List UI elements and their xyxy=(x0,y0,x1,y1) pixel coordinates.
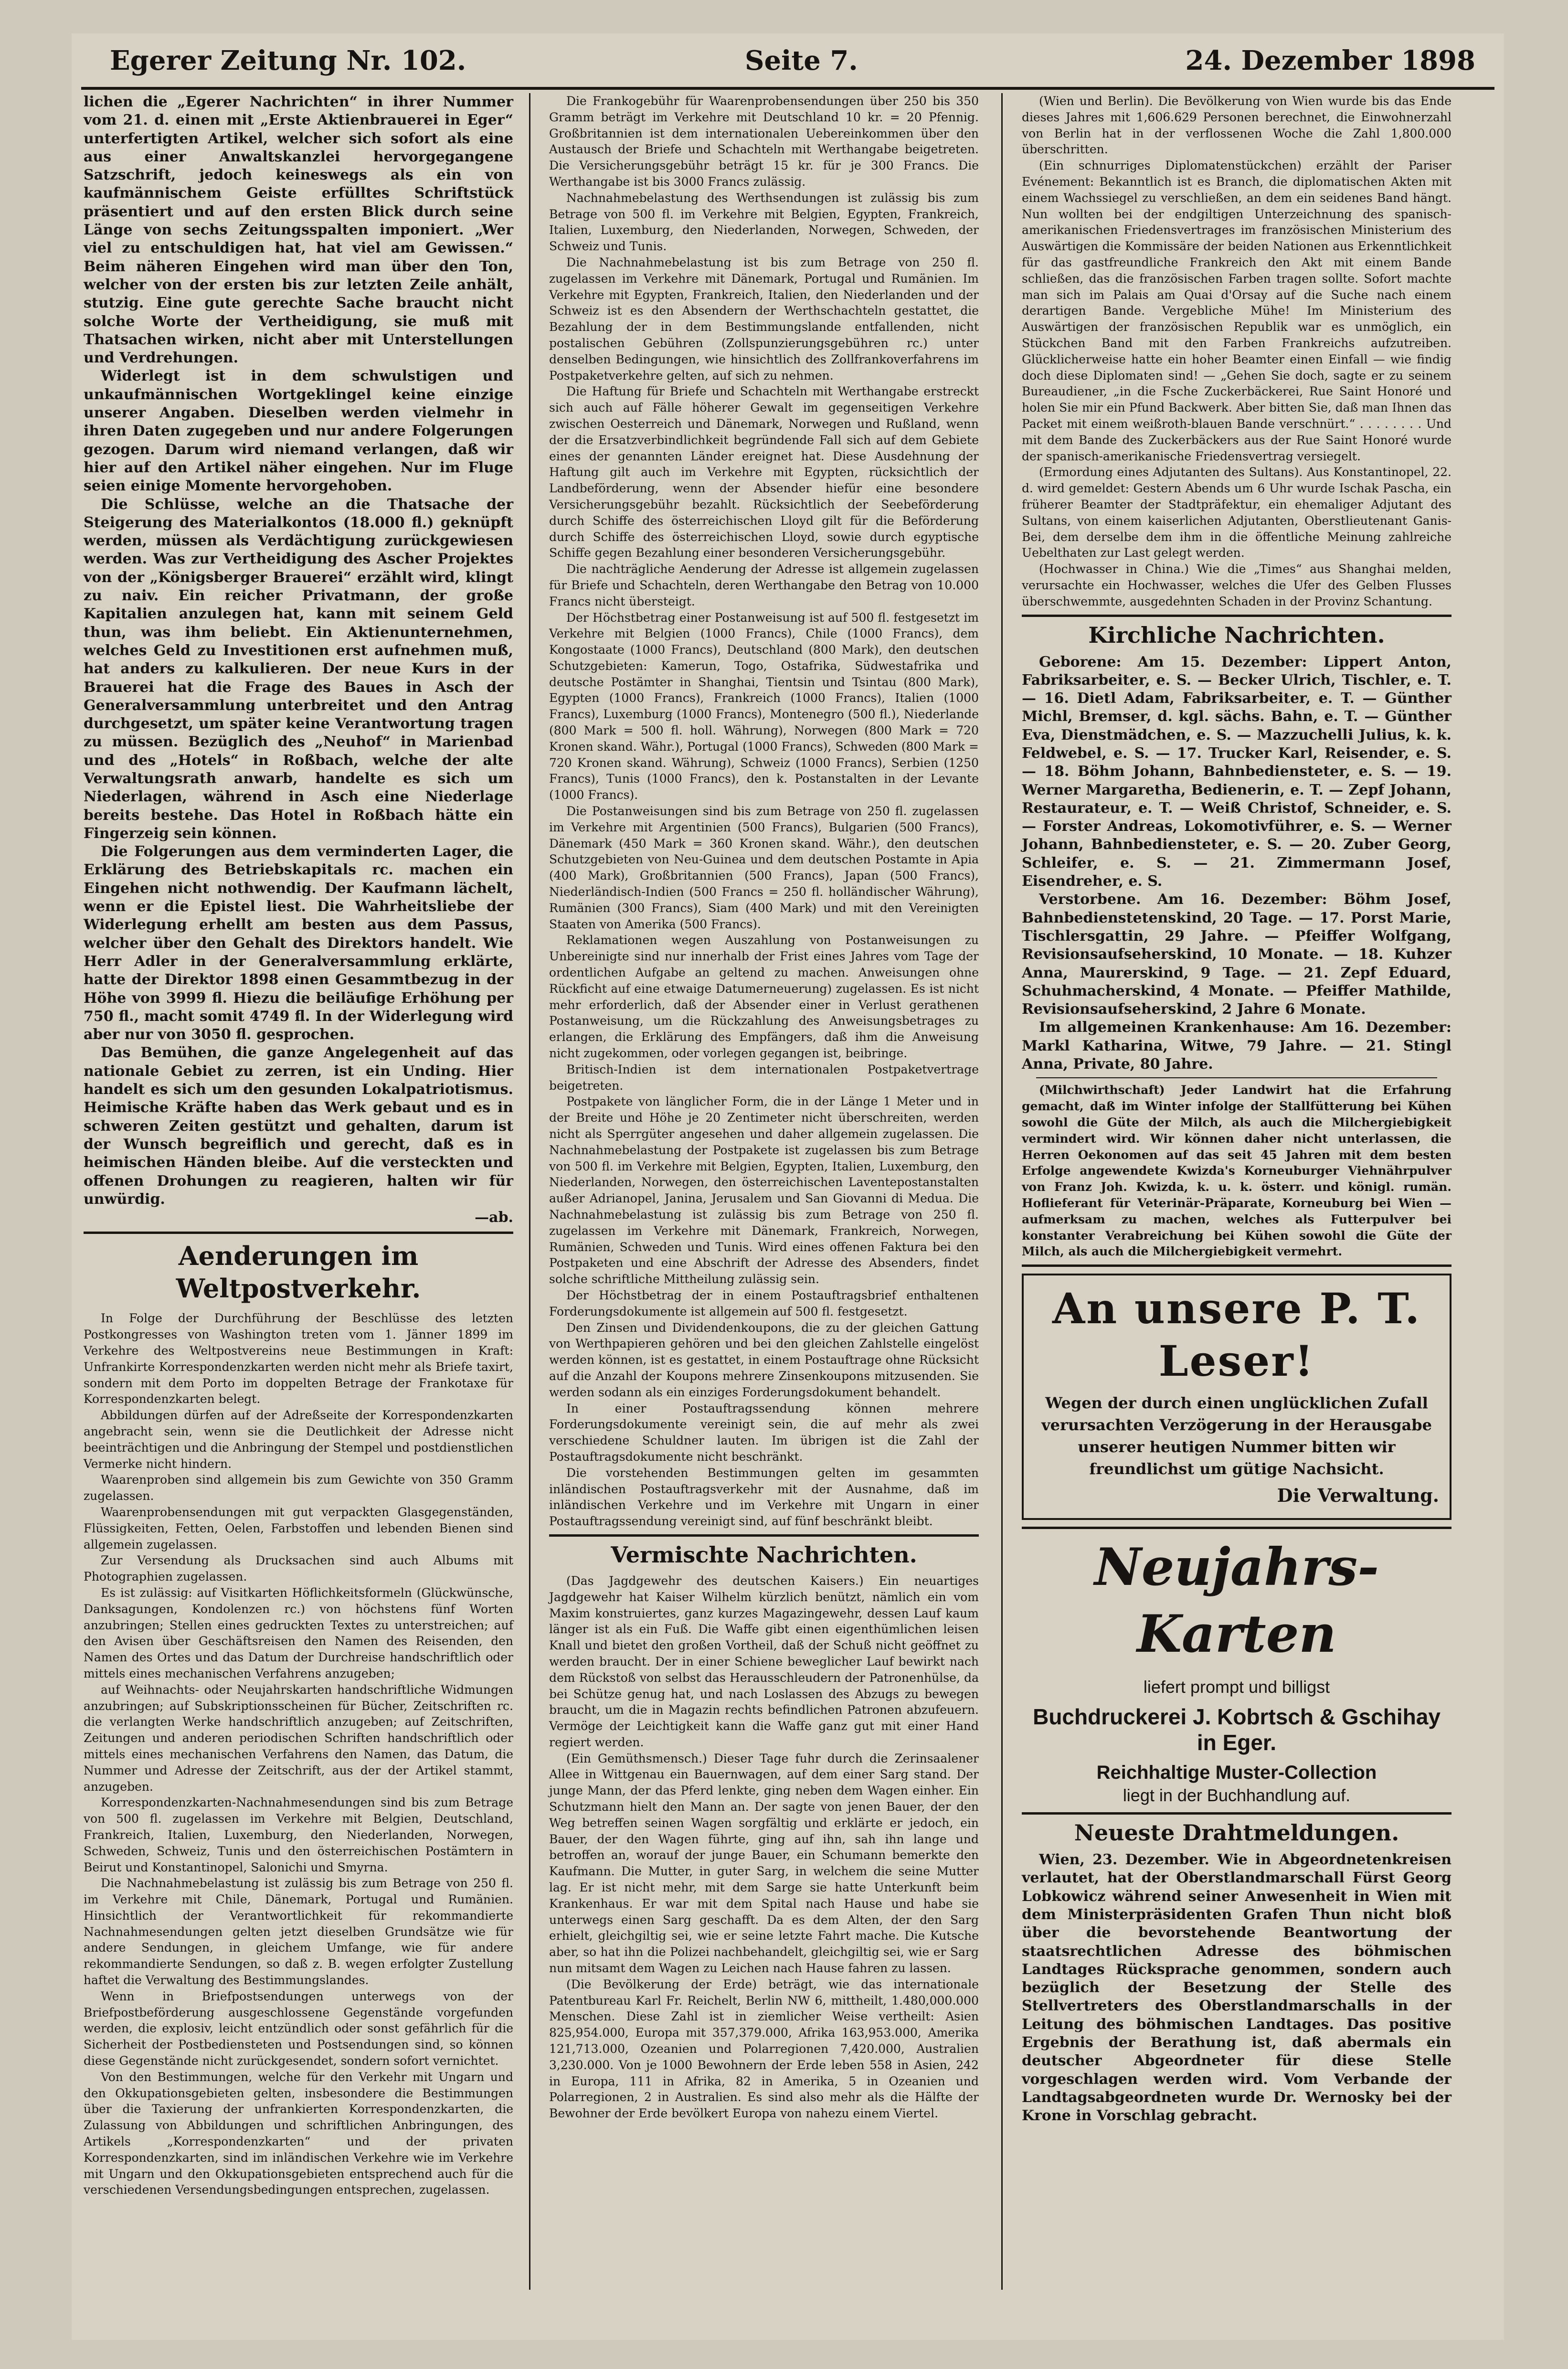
article-paragraph: Zur Versendung als Drucksachen sind auch Albums mit Photographien zugelassen. xyxy=(84,1553,513,1584)
section-heading-vermischte: Vermischte Nachrichten. xyxy=(611,1541,917,1568)
article-paragraph: (Ein schnurriges Diplomatenstückchen) erzählt der Pariser Evénement: Bekanntlich ist es Branch, die diplomatischen Akten mit einem Wachssiegel zu verschließen, an dem ein seidenes Band hängt. Nun wollten bei der endgiltigen Unterzeichnung des spanisch-amerikanischen Friedensvertrages im französischen Ministerium des Auswärtigen die Kommissäre der beiden Nationen aus Erkenntlichkeit für das gastfreundliche Frankreich den Akt mit einem Bande schließen, das die französischen Farben tragen sollte. Sofort machte man sich im Palais am Quai d'Orsay auf die Suche nach einem derartigen Bande. Vergebliche Mühe! Im Ministerium des Auswärtigen der französischen Republik war es unmöglich, ein Stückchen Band mit den Farben Frankreichs aufzutreiben. Glücklicherweise hatte ein hoher Beamter einen Einfall — wie findig doch diese Diplomaten sind! — „Gehen Sie doch, sagte er zu seinem Bureaudiener, „in die Fsche Zuckerbäckerei, Rue Saint Honoré und holen Sie mir ein Pfund Backwerk. Aber bitten Sie, daß man Ihnen das Packet mit einem weißroth-blauen Bande verschnürt.“ . . . . . . . . Und mit dem Bande des Zuckerbäckers aus der Rue Saint Honoré wurde der spanisch-amerikanische Friedensvertrag versiegelt. xyxy=(1022,159,1451,463)
article-paragraph: In einer Postauftragssendung können mehrere Forderungsdokumente vereinigt sein, die auf mehr als zwei verschiedene Schuldner lauten. Im übrigen ist die Zahl der Postauftragsdokumente nicht beschränkt. xyxy=(549,1401,979,1464)
section-divider xyxy=(1022,1527,1451,1529)
masthead-date: 24. Dezember 1898 xyxy=(1185,45,1475,76)
article-paragraph: Der Höchstbetrag einer Postanweisung ist auf 500 fl. festgesetzt im Verkehre mit Belgien (1000 Francs), Chile (1000 Francs), dem Kongostaate (1000 Francs), Deutschland (800 Mark), den deutschen Schutzgebieten: Kamerun, Togo, Ostafrika, Südwestafrika und deutsche Postämter in Shanghai, Tientsin und Tsintau (800 Mark), Egypten (1000 Francs), Frankreich (1000 Francs), Italien (1000 Francs), Luxemburg (1000 Francs), Montenegro (500 fl.), Niederlande (800 Mark = 500 fl. holl. Währung), Norwegen (800 Mark = 720 Kronen skand. Währ.), Portugal (1000 Francs), Schweden (800 Mark = 720 Kronen skand. Währung), Schweiz (1000 Francs), Serbien (1250 Francs), Tunis (1000 Francs), den k. Postanstalten in der Levante (1000 Francs). xyxy=(549,610,979,802)
ad-line: liefert prompt und billigst xyxy=(1143,1677,1330,1697)
article-paragraph: Waarenproben sind allgemein bis zum Gewichte von 350 Gramm zugelassen. xyxy=(84,1473,513,1503)
article-signature: —ab. xyxy=(475,1209,513,1226)
article-paragraph: lichen die „Egerer Nachrichten“ in ihrer Nummer vom 21. d. einen mit „Erste Aktienbrauerei in Eger“ unterfertigten Artikel, welcher sich sofort als eine aus einer Anwaltskanzlei hervorgegangene Satzschrift, jedoch keineswegs als ein von kaufmännischem Geiste erfülltes Schriftstück präsentiert und auf den ersten Blick durch seine Länge von sechs Zeitungsspalten imponiert. „Wer viel zu entschuldigen hat, hat viel am Gewissen.“ Beim näheren Eingehen wird man über den Ton, welcher von der ersten bis zur letzten Zeile anhält, stutzig. Eine gute gerechte Sache braucht nicht solche Worte der Vertheidigung, sie muß mit Thatsachen wirken, nicht aber mit Unterstellungen und Verdrehungen. xyxy=(84,94,513,367)
section-heading-weltpost: Aenderungen im Weltpostverkehr. xyxy=(176,1241,421,1304)
section-divider xyxy=(1022,615,1451,617)
column-3 xyxy=(1022,93,1451,2125)
article-paragraph: (Wien und Berlin). Die Bevölkerung von Wien wurde bis das Ende dieses Jahres mit 1,606.629 Personen berechnet, die Einwohnerzahl von Berlin hat in der verflossenen Woche die Zahl 1,800.000 überschritten. xyxy=(1022,94,1451,157)
article-paragraph: Die Nachnahmebelastung ist bis zum Betrage von 250 fl. zugelassen im Verkehre mit Dänemark, Portugal und Rumänien. Im Verkehre mit Egypten, Frankreich, Italien, den Niederlanden und der Schweiz ist es den Absendern der Werthschachteln gestattet, die Bezahlung der in dem Bestimmungslande entfallenden, nicht postalischen Gebühren (Zollspunzierungsgebühren rc.) unter denselben Bedingungen, wie hinsichtlich des Zollfrankoverfahrens im Postpaketverkehre gelten, auf sich zu nehmen. xyxy=(549,255,979,382)
newyear-cards-ad xyxy=(1022,1534,1451,1806)
reader-notice-text: Wegen der durch einen unglücklichen Zufall verursachten Verzögerung in der Herausgabe unserer heutigen Nummer bitten wir freundlichst um gütige Nachsicht. xyxy=(1041,1394,1432,1478)
article-paragraph: Das Bemühen, die ganze Angelegenheit auf das nationale Gebiet zu zerren, ist ein Unding. Hier handelt es sich um den gesunden Lokalpatriotismus. Heimische Kräfte haben das Werk gebaut und es in schweren Zeiten gestützt und gehalten, darum ist der Wunsch begreiflich und gerecht, daß es in heimischen Händen bleibe. Auf die versteckten und offenen Drohungen zu reagieren, halten wir für unwürdig. xyxy=(84,1044,513,1208)
article-paragraph: Postpakete von länglicher Form, die in der Länge 1 Meter und in der Breite und Höhe je 20 Zentimeter nicht überschreiten, werden nicht als Sperrgüter angesehen und daher allgemein zugelassen. Die Nachnahmebelastung der Postpakete ist zugelassen bis zum Betrage von 500 fl. im Verkehre mit Belgien, Egypten, Italien, Luxemburg, den Niederlanden, Norwegen, den österreichischen Laventepostanstalten außer Adrianopel, Janina, Jerusalem und San Giovanni di Medua. Die Nachnahmebelastung ist zulässig bis zum Betrage von 250 fl. zugelassen im Verkehre mit Dänemark, Frankreich, Norwegen, Rumänien, Schweden und Tunis. Wird eines offenen Faktura bei den Postpaketen und eine Abschrift der Adresse des Absenders, findet solche schriftliche Mittheilung zulässig sein. xyxy=(549,1094,979,1286)
births-list: Geborene: Am 15. Dezember: Lippert Anton, Fabriksarbeiter, e. S. — Becker Ulrich, Tischler, e. T. — 16. Dietl Adam, Fabriksarbeiter, e. T. — Günther Michl, Bremser, d. kgl. sächs. Bahn, e. T. — Günther Eva, Dienstmädchen, e. S. — Mazzuchelli Julius, k. k. Feldwebel, e. S. — 17. Trucker Karl, Reisender, e. S. — 18. Böhm Johann, Bahnbediensteter, e. S. — 19. Werner Margaretha, Bedienerin, e. T. — Zepf Johann, Restaurateur, e. T. — Weiß Christof, Schneider, e. S. — Forster Andreas, Lokomotivführer, e. S. — Werner Johann, Bahnbediensteter, e. S. — 20. Zuber Georg, Schleifer, e. S. — 21. Zimmermann Josef, Eisendreher, e. S. xyxy=(1022,653,1451,890)
article-paragraph: (Ein Gemüthsmensch.) Dieser Tage fuhr durch die Zerinsaalener Allee in Wittgenau ein Bauernwagen, auf dem einer Sarg stand. Der junge Mann, der das Pferd lenkte, ging neben dem Wagen einher. Ein Schutzmann hielt den Mann an. Der sagte von jenen Bauer, der den Weg betreffen seinen Wagen sorgfältig und erklärte er jedoch, ein Bauer, der den Wagen führte, ging auf ihn, sah ihn lange und betroffen an, worauf der junge Bauer, ein Schumann bemerkte den Kaufmann. Die Mutter, in guter Sarg, in welchem die seine Mutter lag. Er ist nicht mehr, mit dem Sarge sie hatte Unterkunft beim Krankenhaus. Er war mit dem Spital nach Hause und habe sie unterwegs einen Sarg geschafft. Da es dem Alten, der den Sarg erhielt, gleichgiltig sei, wie er seine letzte Fahrt mache. Die Kutsche aber, so hat ihn die Polizei nachbehandelt, gleichgiltig sei, wie er Sarg nun mitsamt dem Wagen zu Leichen nach Hause fahren zu lassen. xyxy=(549,1751,979,1976)
section-divider xyxy=(549,1534,979,1537)
article-paragraph: Nachnahmebelastung des Werthsendungen ist zulässig bis zum Betrage von 500 fl. im Verkehre mit Belgien, Egypten, Frankreich, Italien, Luxemburg, den Niederlanden, Norwegen, Schweden, der Schweiz und Tunis. xyxy=(549,191,979,254)
article-paragraph: Widerlegt ist in dem schwulstigen und unkaufmännischen Wortgeklingel keine einzige unserer Angaben. Dieselben werden vielmehr in ihren Daten zugegeben und nur andere Folgerungen gezogen. Darum wird niemand verlangen, daß wir hier auf den Artikel näher eingehen. Nur im Fluge seien einige Momente hervorgehoben. xyxy=(84,368,513,495)
page-number: Seite 7. xyxy=(745,45,858,76)
ad-title: Neujahrs-Karten xyxy=(1094,1537,1379,1665)
hospital-list: Im allgemeinen Krankenhause: Am 16. Dezember: Markl Katharina, Witwe, 79 Jahre. — 21. Stingl Anna, Private, 80 Jahre. xyxy=(1022,1019,1451,1073)
masthead-title: Egerer Zeitung Nr. 102. xyxy=(110,45,466,76)
reader-notice-box xyxy=(1022,1274,1451,1520)
article-paragraph: Die Haftung für Briefe und Schachteln mit Werthangabe erstreckt sich auch auf Fälle höherer Gewalt im gegenseitigen Verkehre zwischen Oesterreich und Dänemark, Norwegen und Rußland, wenn der die Ersatzverbindlichkeit begründende Fall sich auf dem Gebiete eines der genannten Länder ereignet hat. Diese Ausdehnung der Haftung gilt auch im Verkehre mit Egypten, rücksichtlich der Landbeförderung, wenn der Absender hiefür eine besondere Versicherungsgebühr bezahlt. Rücksichtlich der Seebeförderung durch Schiffe des österreichischen Lloyd gilt für die Beförderung durch Schiffe des österreichischen Lloyd, sowie durch egyptische Schiffe gegen Bezahlung einer besonderen Versicherungsgebühr. xyxy=(549,384,979,560)
article-paragraph: Der Höchstbetrag der in einem Postauftragsbrief enthaltenen Forderungsdokumente ist allgemein auf 500 fl. festgesetzt. xyxy=(549,1288,979,1318)
article-paragraph: (Das Jagdgewehr des deutschen Kaisers.) Ein neuartiges Jagdgewehr hat Kaiser Wilhelm kürzlich benützt, nämlich ein vom Maxim konstruiertes, ganz kurzes Magazingewehr, dessen Lauf kaum länger ist als ein Fuß. Die Waffe gibt einen eigenthümlichen leisen Knall und bietet den großen Vortheil, daß der Schuß nicht geöffnet zu werden braucht. Der in einer Schiene beweglicher Lauf bewirkt nach dem Rückstoß von selbst das Herausschleudern der Patronenhülse, da bei Schütze genug hat, und nach Loslassen des Abzugs zu bewegen braucht, um die in Magazin rechts befindlichen Patronen abzufeuern. Vermöge der Leichtigkeit kann die Waffe ganz gut mit einer Hand regiert werden. xyxy=(549,1573,979,1749)
article-paragraph: Den Zinsen und Dividendenkoupons, die zu der gleichen Gattung von Werthpapieren gehören und bei den gleichen Zahlstelle eingelöst werden können, ist es gestattet, in einem Postauftrage ohne Rücksicht auf die Anzahl der Koupons mehrere Zinsenkoupons mitzusenden. Sie werden sodann als ein einziges Forderungsdokument behandelt. xyxy=(549,1320,979,1399)
milk-advertisement: (Milchwirthschaft) Jeder Landwirt hat die Erfahrung gemacht, daß im Winter infolge der Stallfütterung bei Kühen sowohl die Güte der Milch, als auch die Milchergiebigkeit vermindert wird. Wir können daher nicht unterlassen, die Herren Oekonomen auf das seit 45 Jahren mit dem besten Erfolge angewendete Kwizda's Korneuburger Viehnährpulver von Franz Joh. Kwizda, k. u. k. österr. und königl. rumän. Hoflieferant für Veterinär-Präparate, Korneuburg bei Wien — aufmerksam zu machen, welches als Futterpulver bei konstanter Verabreichung bei Kühen sowohl die Güte der Milch, als auch die Milchergiebigkeit vermehrt. xyxy=(1022,1083,1451,1259)
article-paragraph: In Folge der Durchführung der Beschlüsse des letzten Postkongresses von Washington treten vom 1. Jänner 1899 im Verkehre des Weltpostvereins neue Bestimmungen in Kraft: Unfrankirte Korrespondenzkarten werden nicht mehr als Briefe taxirt, sondern mit dem Porto im doppelten Betrage der Frankotaxe für Korrespondenzkarten belegt. xyxy=(84,1311,513,1406)
section-heading-drahtmeldungen: Neueste Drahtmeldungen. xyxy=(1074,1820,1399,1846)
column-1 xyxy=(84,93,513,2198)
article-paragraph: (Die Bevölkerung der Erde) beträgt, wie das internationale Patentbureau Karl Fr. Reichelt, Berlin NW 6, mittheilt, 1.480,000.000 Menschen. Diese Zahl ist in ziemlicher Weise vertheilt: Asien 825,954.000, Europa mit 357,379.000, Afrika 163,953.000, Amerika 121,713.000, Ozeanien und Polarregionen 7,420.000, Australien 3,230.000. Von je 1000 Bewohnern der Erde leben 558 in Asien, 242 in Europa, 111 in Afrika, 82 in Amerika, 5 in Ozeanien und Polarregionen, 2 in Australien. Es sind also mehr als die Hälfte der Bewohner der Erde bevölkert Europa von nahezu einem Viertel. xyxy=(549,1977,979,2121)
article-paragraph: Die Frankogebühr für Waarenprobensendungen über 250 bis 350 Gramm beträgt im Verkehre mit Deutschland 10 kr. = 20 Pfennig. Großbritannien ist dem internationalen Uebereinkommen über den Austausch der Briefe und Schachteln mit Werthangabe beigetreten. Die Versicherungsgebühr beträgt 15 kr. für je 300 Francs. Die Werthangabe ist bis 3000 Francs zulässig. xyxy=(549,94,979,189)
masthead xyxy=(86,38,1494,91)
column-rule-2 xyxy=(1001,93,1003,2290)
article-paragraph: Waarenprobensendungen mit gut verpackten Glasgegenständen, Flüssigkeiten, Fetten, Oelen, Farbstoffen und lebenden Bienen sind allgemein zugelassen. xyxy=(84,1505,513,1551)
article-paragraph: Die Nachnahmebelastung ist zulässig bis zum Betrage von 250 fl. im Verkehre mit Chile, Dänemark, Portugal und Rumänien. Hinsichtlich der Verantwortlichkeit für rekommandierte Nachnahmesendungen gelten jetzt dieselben Grundsätze wie für andere Sendungen, in gleichem Umfange, wie für andere rekommandierte Sendungen, so daß z. B. wegen erfolgter Zustellung haftet die Verwaltung des Bestimmungslandes. xyxy=(84,1876,513,1987)
article-paragraph: Es ist zulässig: auf Visitkarten Höflichkeitsformeln (Glückwünsche, Danksagungen, Kondolenzen rc.) von höchstens fünf Worten anzubringen; Stellen eines gedruckten Textes zu unterstreichen; auf den Avisen über Geschäftsreisen den Namen des Reisenden, den Namen des Ortes und das Datum der Durchreise handschriftlich oder mittels eines mechanischen Verfahrens anzugeben; xyxy=(84,1585,513,1680)
article-paragraph: Die Postanweisungen sind bis zum Betrage von 250 fl. zugelassen im Verkehre mit Argentinien (500 Francs), Bulgarien (500 Francs), Dänemark (450 Mark = 360 Kronen skand. Währ.), den deutschen Schutzgebieten von Neu-Guinea und dem deutschen Postamte in Apia (400 Mark), Großbritannien (500 Francs), Japan (500 Francs), Niederländisch-Indien (500 Francs = 250 fl. holländischer Währung), Rumänien (300 Francs), Siam (400 Mark) und mit den Vereinigten Staaten von Amerika (500 Francs). xyxy=(549,804,979,931)
reader-notice-title: An unsere P. T. Leser! xyxy=(1052,1284,1421,1386)
article-paragraph: (Hochwasser in China.) Wie die „Times“ aus Shanghai melden, verursachte ein Hochwasser, welches die Ufer des Gelben Flusses überschwemmte, ausgedehnten Schaden in der Provinz Schantung. xyxy=(1022,562,1451,608)
article-paragraph: Wenn in Briefpostsendungen unterwegs von der Briefpostbeförderung ausgeschlossene Gegenstände vorgefunden werden, die explosiv, leicht entzündlich oder sonst gefährlich für die Sicherheit der Postbediensteten und Postsendungen sind, so können diese Gegenstände nicht zurückgesendet, sondern sofort vernichtet. xyxy=(84,1989,513,2068)
newspaper-page xyxy=(72,33,1504,2340)
deaths-list: Verstorbene. Am 16. Dezember: Böhm Josef, Bahnbedienstetenskind, 20 Tage. — 17. Porst Marie, Tischlersgattin, 29 Jahre. — Pfeiffer Wolfgang, Revisionsaufseherskind, 10 Monate. — 18. Kuhzer Anna, Maurerskind, 9 Tage. — 21. Zepf Eduard, Schuhmacherskind, 4 Monate. — Pfeiffer Mathilde, Revisionsaufseherskind, 2 Jahre 6 Monate. xyxy=(1022,891,1451,1018)
article-paragraph: Korrespondenzkarten-Nachnahmesendungen sind bis zum Betrage von 500 fl. zugelassen im Verkehre mit Belgien, Deutschland, Frankreich, Italien, Luxemburg, den Niederlanden, Norwegen, Schweden, Schweiz, Tunis und den österreichischen Postämtern in Beirut und Konstantinopel, Salonichi und Smyrna. xyxy=(84,1795,513,1874)
masthead-rule xyxy=(81,87,1494,90)
section-divider xyxy=(84,1232,513,1234)
article-paragraph: auf Weihnachts- oder Neujahrskarten handschriftliche Widmungen anzubringen; auf Subskriptionsscheinen für Bücher, Zeitschriften rc. die verlangten Werke handschriftlich anzugeben; auf Zeitschriften, Zeitungen und anderen periodischen Schriften handschriftlich oder mittels eines mechanischen Verfahrens den Namen, das Datum, die Nummer und Adresse der Zeitschrift, aus der der Artikel stammt, anzugeben. xyxy=(84,1682,513,1794)
column-rule-1 xyxy=(529,93,530,2290)
article-paragraph: Reklamationen wegen Auszahlung von Postanweisungen zu Unbereinigte sind nur innerhalb der Frist eines Jahres vom Tage der ordentlichen Aufgabe an geltend zu machen. Anweisungen ohne Rückficht auf eine etwaige Datumerneuerung) zugelassen. Es ist nicht mehr erforderlich, daß der Absender einer in Verlust gerathenen Postanweisung, um die Rückzahlung des Anweisungsbetrages zu erlangen, die Erklärung des Empfängers, daß ihm die Anweisung nicht zugekommen, oder vorlegen gegangen ist, beibringe. xyxy=(549,933,979,1061)
section-heading-kirchliche: Kirchliche Nachrichten. xyxy=(1088,622,1385,648)
ad-printer-name: Buchdruckerei J. Kobrtsch & Gschihay in Eger. xyxy=(1033,1704,1441,1755)
reader-notice-signature: Die Verwaltung. xyxy=(1277,1485,1439,1507)
article-paragraph: Britisch-Indien ist dem internationalen Postpaketvertrage beigetreten. xyxy=(549,1062,979,1093)
article-paragraph: (Ermordung eines Adjutanten des Sultans). Aus Konstantinopel, 22. d. wird gemeldet: Gestern Abends um 6 Uhr wurde Ischak Pascha, ein früherer Beamter der Stadtpräfektur, ein ehemaliger Adjutant des Sultans, von einem kaiserlichen Adjutanten, Oberstlieutenant Ganis-Bei, dem derselbe dem ihm in die öffentliche Meinung zahlreiche Uebelthaten zur Last gelegt werden. xyxy=(1022,465,1451,560)
section-divider xyxy=(1022,1264,1451,1267)
article-paragraph: Von den Bestimmungen, welche für den Verkehr mit Ungarn und den Okkupationsgebieten gelten, insbesondere die Bestimmungen über die Taxierung der unfrankierten Korrespondenzkarten, die Zulassung von Abbildungen und schriftlichen Anbringungen, des Artikels „Korrespondenzkarten“ und der privaten Korrespondenzkarten, sind im inländischen Verkehre wie im Verkehre mit Ungarn und den Okkupationsgebieten entsprechend auch für die verschiedenen Versendungsbedingungen entsprechen, zugelassen. xyxy=(84,2070,513,2197)
section-divider xyxy=(1036,1077,1437,1078)
ad-line: liegt in der Buchhandlung auf. xyxy=(1123,1785,1351,1806)
column-2 xyxy=(549,93,979,2122)
section-divider xyxy=(1022,1812,1451,1815)
article-paragraph: Die vorstehenden Bestimmungen gelten im gesammten inländischen Postauftragsverkehr mit der Ausnahme, daß im inländischen Verkehre und im Verkehre mit Ungarn in einer Postauftragssendung vereinigt sind, auf fünf beschränkt bleibt. xyxy=(549,1466,979,1529)
article-paragraph: Wien, 23. Dezember. Wie in Abgeordnetenkreisen verlautet, hat der Oberstlandmarschall Fürst Georg Lobkowicz während seiner Anwesenheit in Wien mit dem Ministerpräsidenten Grafen Thun nicht bloß über die bevorstehende Beantwortung der staatsrechtlichen Adresse des böhmischen Landtages Rücksprache genommen, sondern auch bezüglich der Besetzung der Stelle des Stellvertreters des Oberstlandmarschalls in der Leitung des böhmischen Landtages. Das positive Ergebnis der Berathung ist, daß abermals ein deutscher Abgeordneter für diese Stelle vorgeschlagen werden wird. Vom Verbande der Landtagsabgeordneten wurde Dr. Wernosky bei der Krone in Vorschlag gebracht. xyxy=(1022,1851,1451,2125)
ad-line: Reichhaltige Muster-Collection xyxy=(1096,1762,1377,1784)
article-paragraph: Die Schlüsse, welche an die Thatsache der Steigerung des Materialkontos (18.000 fl.) geknüpft werden, müssen als Verdächtigung zurückgewiesen werden. Was zur Vertheidigung des Ascher Projektes von der „Königsberger Brauerei“ erzählt wird, klingt zu naiv. Ein reicher Privatmann, der große Kapitalien anzulegen hat, kann mit seinem Geld thun, was ihm beliebt. Ein Aktienunternehmen, welches Geld zu Investitionen erst aufnehmen muß, hat anders zu kalkulieren. Der neue Kurs in der Brauerei hat die Frage des Baues in Asch der Generalversammlung unterbreitet und den Antrag durchgesetzt, um später keine Verantwortung tragen zu müssen. Bezüglich des „Neuhof“ in Marienbad und des „Hotels“ in Roßbach, welche der alte Verwaltungsrath anwarb, handelte es sich um Niederlagen, während in Asch eine Niederlage bereits bestehe. Das Hotel in Roßbach hätte ein Fingerzeig sein können. xyxy=(84,496,513,842)
article-paragraph: Abbildungen dürfen auf der Adreßseite der Korrespondenzkarten angebracht sein, wenn sie die Deutlichkeit der Adresse nicht beeinträchtigen und die Anbringung der Stempel und postdienstlichen Vermerke nicht hindern. xyxy=(84,1408,513,1471)
article-paragraph: Die Folgerungen aus dem verminderten Lager, die Erklärung des Betriebskapitals rc. machen ein Eingehen nicht nothwendig. Der Kaufmann lächelt, wenn er die Epistel liest. Die Wahrheitsliebe der Widerlegung erhellt am besten aus dem Passus, welcher über den Gehalt des Direktors handelt. Wie Herr Adler in der Generalversammlung erklärte, hatte der Direktor 1898 einen Gesammtbezug in der Höhe von 3999 fl. Hiezu die beiläufige Erhöhung per 750 fl., macht somit 4749 fl. In der Widerlegung wird aber nur von 3050 fl. gesprochen. xyxy=(84,843,513,1043)
article-paragraph: Die nachträgliche Aenderung der Adresse ist allgemein zugelassen für Briefe und Schachteln, deren Werthangabe den Betrag von 10.000 Francs nicht übersteigt. xyxy=(549,562,979,608)
